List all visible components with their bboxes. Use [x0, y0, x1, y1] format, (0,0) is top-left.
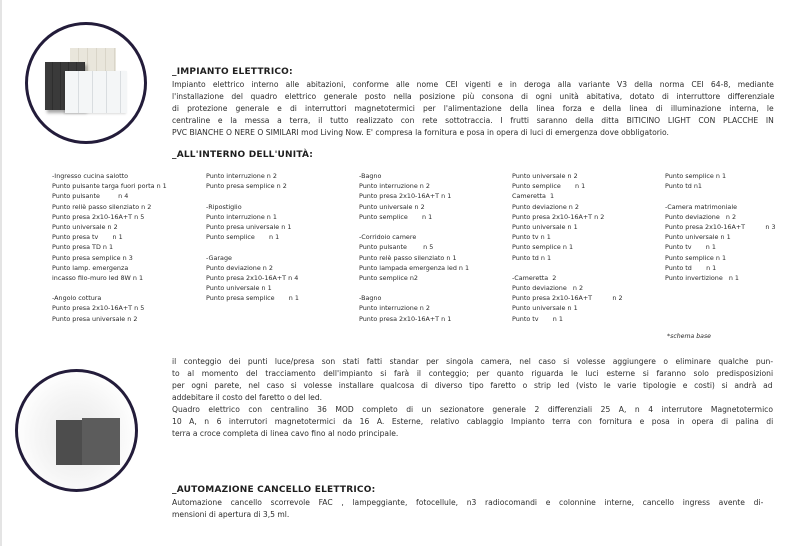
points-column-5	[665, 171, 776, 283]
spacer	[512, 263, 623, 273]
point-item: Cameretta 1	[512, 192, 555, 201]
point-item: Punto td n1	[665, 182, 702, 191]
room-heading: -Ingresso cucina salotto	[52, 172, 129, 180]
point-item: Punto interruzione n 2	[359, 182, 430, 191]
point-item: Punto presa universale n 2	[52, 314, 138, 323]
point-item: Punto deviazione n 2	[512, 284, 584, 293]
text-line: l'installazione del quadro elettrico generale posto nella posizione più consona di ogni unità abitativa, dotato di interruttore differenziale	[172, 92, 775, 101]
cube-left-face	[56, 420, 82, 465]
text-line: di protezione generale e di interruttori magnetotermici per l'alimentazione della linea forza e della linea di illuminazione interna, le	[172, 104, 774, 113]
room-heading: -Garage	[206, 253, 232, 262]
text-line: per ogni parete, nel caso si volesse installare qualcosa di diverso tipo faretto o strip led (visto le varie tipologie e costi) si andrà ad	[172, 381, 773, 390]
text-line: centraline e la messa a terra, il tutto realizzato con rete sottotraccia. I frutti saranno della ditta BITICINO LIGHT CON PLACCHE IN	[172, 116, 774, 125]
point-item: Punto semplice n 1	[665, 172, 727, 180]
point-item: Punto presa semplice n 3	[52, 253, 133, 262]
points-column-3	[359, 171, 469, 324]
impianto-elettrico-description	[172, 79, 774, 139]
wall-light-image	[15, 369, 138, 492]
point-item: Punto pulsante n 4	[52, 192, 129, 201]
point-item: Punto universale n 1	[206, 284, 272, 293]
point-item: Punto presa 2x10-16A+T n 2	[512, 294, 623, 303]
point-item: Punto deviazione n 2	[665, 212, 737, 221]
text-line: addebitare il costo del faretto o del led.	[172, 393, 323, 402]
point-item: Punto semplice n 1	[512, 182, 586, 191]
point-item: Punto deviazione n 2	[206, 263, 273, 272]
room-heading: -Ripostiglio	[206, 202, 242, 211]
point-item: Punto pulsante targa fuori porta n 1	[52, 182, 167, 191]
point-item: Punto relè passo silenziato n 1	[359, 253, 457, 262]
point-item: Punto presa 2x10-16A+T n 5	[52, 212, 145, 221]
impianto-elettrico-title: _IMPIANTO ELETTRICO:	[172, 67, 293, 77]
point-item: Punto rellè passo silenziato n 2	[52, 202, 152, 211]
point-item: Punto presa 2x10-16A+T n 3	[665, 222, 776, 231]
point-item: Punto presa universale n 1	[206, 222, 292, 231]
text-line: terra a croce completa di linea cavo fino al nodo principale.	[172, 429, 399, 438]
point-item: Punto semplice n 1	[665, 253, 727, 262]
conteggio-description	[172, 356, 773, 404]
point-item: Punto semplice n 1	[206, 233, 280, 242]
point-item: Punto semplice n 1	[359, 212, 433, 221]
text-line: PVC BIANCHE O NERE O SIMILARI mod Living Now. E' compresa la fornitura e posa in opera di luci di emergenza dove obbligatorio.	[172, 128, 669, 137]
point-item: Punto interruzione n 1	[206, 212, 277, 221]
room-heading: -Angolo cottura	[52, 294, 102, 303]
text-line: to al momento del tracciamento dell'impianto si farà il conteggio; per quanto riguarda le luci esterne si faranno solo predisposizioni	[172, 369, 774, 378]
point-item: Punto presa 2x10-16A+T n 2	[512, 212, 605, 221]
spacer	[359, 222, 469, 232]
point-item: Punto presa semplice n 1	[206, 294, 299, 303]
room-heading: -Camera matrimoniale	[665, 202, 738, 211]
point-item: Punto universale n 2	[359, 202, 425, 211]
point-item: incasso filo-muro led 8W n 1	[52, 273, 144, 282]
text-line: Impianto elettrico interno alle abitazioni, conforme alle nome CEI vigenti e in deroga alla variante V3 della norma CEI 64-8, mediante	[172, 80, 774, 89]
points-column-1	[52, 171, 167, 324]
automazione-cancello-description	[172, 497, 763, 521]
point-item: Punto presa 2x10-16A+T n 1	[359, 314, 452, 323]
text-line: 10 A, n 6 interrutori magnetotermici da 16 A. Esterne, relativo cablaggio Impianto terra con fornitura e posa in opera di palina di	[172, 417, 774, 426]
points-column-2	[206, 171, 299, 303]
spacer	[206, 191, 299, 201]
point-item: Punto universale n 1	[665, 233, 731, 242]
point-item: Punto universale n 1	[512, 222, 578, 231]
text-line: il conteggio dei punti luce/presa son stati fatti standar per singola camera, nel caso si volesse aggiungere o eliminare qualche pun-	[172, 357, 774, 366]
point-item: Punto presa 2x10-16A+T n 1	[359, 192, 452, 201]
point-item: Punto presa semplice n 2	[206, 182, 287, 191]
text-line: mensioni di apertura di 3,5 ml.	[172, 510, 290, 519]
point-item: Punto universale n 2	[512, 172, 578, 180]
spacer	[206, 242, 299, 252]
point-item: Punto td n 1	[512, 253, 552, 262]
room-heading: -Corridoio camere	[359, 233, 417, 242]
schema-base-note: *schema base	[667, 333, 711, 340]
point-item: Punto td n 1	[665, 263, 717, 272]
point-item: Punto semplice n2	[359, 273, 418, 282]
room-heading: -Cameretta 2	[512, 273, 557, 282]
text-line: Quadro elettrico con centralino 36 MOD completo di un sezionatore generale 2 differenziali 25 A, n 4 interrutore Magnetotermico	[172, 405, 773, 414]
point-item: Punto lamp. emergenza	[52, 263, 129, 272]
points-column-4	[512, 171, 623, 324]
point-item: Punto pulsante n 5	[359, 243, 434, 252]
point-item: Punto tv n 1	[665, 243, 716, 252]
point-item: Punto universale n 2	[52, 222, 118, 231]
point-item: Punto universale n 1	[512, 304, 578, 313]
point-item: Punto interruzione n 2	[359, 304, 430, 313]
page-left-edge	[0, 0, 2, 546]
text-line: Automazione cancello scorrevole FAC , lampeggiante, fotocellule, n3 radiocomandi e colonnine interne, cancello ingress avente di-	[172, 498, 764, 507]
cube-light-fixture	[56, 418, 120, 465]
point-item: Punto presa tv n 1	[52, 233, 123, 242]
cube-right-face	[82, 418, 120, 465]
point-item: Punto invertizione n 1	[665, 273, 740, 282]
point-item: Punto presa 2x10-16A+T n 4	[206, 273, 299, 282]
point-item: Punto presa 2x10-16A+T n 5	[52, 304, 145, 313]
quadro-elettrico-description	[172, 404, 773, 440]
point-item: Punto tv n 1	[512, 233, 551, 242]
point-item: Punto deviazione n 2	[512, 202, 579, 211]
room-heading: -Bagno	[359, 294, 382, 303]
spacer	[665, 191, 776, 201]
point-item: Punto lampada emergenza led n 1	[359, 263, 470, 272]
point-item: Punto presa TD n 1	[52, 243, 114, 252]
point-item: Punto interruzione n 2	[206, 172, 277, 180]
point-item: Punto semplice n 1	[512, 243, 574, 252]
white-plate-swatch	[65, 71, 127, 113]
spacer	[359, 283, 469, 293]
room-heading: -Bagno	[359, 172, 382, 180]
point-item: Punto tv n 1	[512, 314, 563, 323]
automazione-cancello-title: _AUTOMAZIONE CANCELLO ELETTRICO:	[172, 485, 376, 495]
spacer	[52, 283, 167, 293]
switch-plates-image	[25, 22, 147, 144]
interno-unita-title: _ALL'INTERNO DELL'UNITÀ:	[172, 150, 314, 160]
